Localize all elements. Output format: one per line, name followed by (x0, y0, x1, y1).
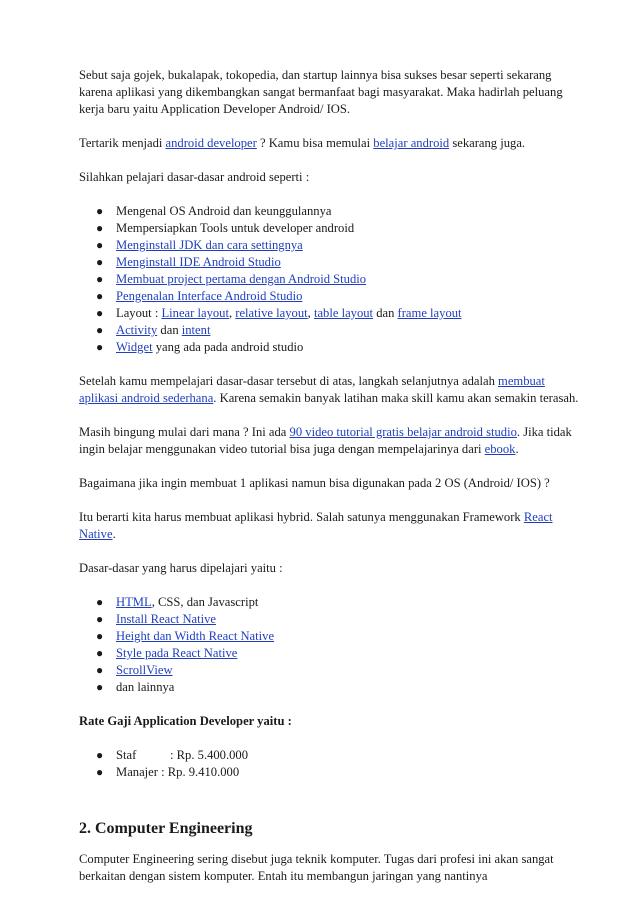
list-item (79, 254, 579, 271)
list-item (79, 747, 579, 764)
link-ebook[interactable]: ebook (484, 442, 516, 456)
text: Itu berarti kita harus membuat aplikasi hybrid. Salah satunya menggunakan Framework (79, 510, 524, 524)
link-interface[interactable]: Pengenalan Interface Android Studio (116, 289, 303, 303)
list-item (79, 611, 579, 628)
bullet-icon: ● (96, 765, 104, 779)
list-item (79, 764, 579, 781)
bullet-icon: ● (96, 204, 104, 218)
text: dan (373, 306, 398, 320)
salary-list (79, 747, 579, 781)
link-android-developer[interactable]: android developer (165, 136, 257, 150)
bullet-icon: ● (96, 255, 104, 269)
list-item (79, 339, 579, 356)
text: . Karena semakin banyak latihan maka skill kamu akan semakin terasah. (213, 391, 579, 405)
text: , (307, 306, 314, 320)
text: , (228, 306, 236, 320)
document-content (79, 67, 579, 902)
link-height-width[interactable]: Height dan Width React Native (116, 629, 275, 643)
list-item (79, 305, 579, 322)
list-item (79, 288, 579, 305)
list-item (79, 628, 579, 645)
list-item (79, 322, 579, 339)
bullet-icon: ● (96, 238, 104, 252)
link-belajar-android[interactable]: belajar android (373, 136, 450, 150)
bullet-icon: ● (96, 612, 104, 626)
link-install-jdk[interactable]: Menginstall JDK dan cara settingnya (116, 238, 303, 252)
link-frame-layout[interactable]: frame layout (397, 306, 462, 320)
bullet-icon: ● (96, 289, 104, 303)
list-item (79, 220, 579, 237)
list-item (79, 237, 579, 254)
section-heading: 2. Computer Engineering (79, 820, 253, 837)
bullet-icon: ● (96, 629, 104, 643)
link-intent[interactable]: intent (181, 323, 211, 337)
text: dan (157, 323, 182, 337)
link-style[interactable]: Style pada React Native (116, 646, 238, 660)
text: Setelah kamu mempelajari dasar-dasar tersebut di atas, langkah selanjutnya adalah (79, 374, 499, 388)
salary-value: : Rp. 5.400.000 (170, 748, 249, 762)
list-item-text: Mengenal OS Android dan keunggulannya (116, 204, 332, 218)
paragraph-intro: Sebut saja gojek, bukalapak, tokopedia, dan startup lainnya bisa sukses besar seperti sekarang karena aplikasi yang dikembangkan sangat bermanfaat bagi masyarakat. Maka hadirlah peluang kerja baru yaitu Application Developer Android/ IOS. (79, 68, 563, 116)
list-item (79, 645, 579, 662)
link-install-react-native[interactable]: Install React Native (116, 612, 217, 626)
bullet-icon: ● (96, 306, 104, 320)
text: Layout : (116, 306, 162, 320)
bullet-icon: ● (96, 221, 104, 235)
text: . Jika tidak ingin belajar menggunakan video tutorial bisa juga dengan mempelajarinya dari (79, 425, 572, 456)
link-relative-layout[interactable]: relative layout (235, 306, 308, 320)
salary-label: Staf (116, 748, 137, 762)
link-widget[interactable]: Widget (116, 340, 153, 354)
link-activity[interactable]: Activity (116, 323, 158, 337)
salary-value: : Rp. 9.410.000 (157, 765, 240, 779)
salary-label: Manajer (116, 765, 158, 779)
paragraph-two-os: Bagaimana jika ingin membuat 1 aplikasi namun bisa digunakan pada 2 OS (Android/ IOS) ? (79, 476, 550, 490)
text: ? Kamu bisa memulai (256, 136, 374, 150)
list-item-text: Mempersiapkan Tools untuk developer android (116, 221, 355, 235)
link-simple-app[interactable]: membuat aplikasi android sederhana (79, 374, 545, 405)
paragraph-computer-engineering: Computer Engineering sering disebut juga teknik komputer. Tugas dari profesi ini akan sangat berkaitan dengan sistem komputer. Entah itu membangun jaringan yang nantinya (79, 852, 554, 883)
link-install-ide[interactable]: Menginstall IDE Android Studio (116, 255, 281, 269)
bullet-icon: ● (96, 323, 104, 337)
bullet-icon: ● (96, 272, 104, 286)
link-linear-layout[interactable]: Linear layout (161, 306, 229, 320)
list-item-text: dan lainnya (116, 680, 175, 694)
paragraph-hybrid (79, 509, 579, 543)
react-native-list (79, 594, 579, 696)
text: , CSS, dan Javascript (151, 595, 259, 609)
list-item (79, 662, 579, 679)
bullet-icon: ● (96, 340, 104, 354)
list-item (79, 271, 579, 288)
salary-heading: Rate Gaji Application Developer yaitu : (79, 714, 292, 728)
list-item (79, 203, 579, 220)
text: Masih bingung mulai dari mana ? Ini ada (79, 425, 290, 439)
link-react-native[interactable]: React Native (79, 510, 553, 541)
text: . (515, 442, 519, 456)
text: sekarang juga. (449, 136, 526, 150)
list-item (79, 594, 579, 611)
bullet-icon: ● (96, 646, 104, 660)
text: . (112, 527, 116, 541)
link-table-layout[interactable]: table layout (313, 306, 374, 320)
android-basics-list (79, 203, 579, 356)
text: Tertarik menjadi (79, 136, 166, 150)
paragraph-video-tutorial (79, 424, 579, 458)
bullet-icon: ● (96, 663, 104, 677)
paragraph-basics-required: Dasar-dasar yang harus dipelajari yaitu : (79, 561, 283, 575)
text: yang ada pada android studio (152, 340, 304, 354)
paragraph-interest (79, 135, 579, 152)
bullet-icon: ● (96, 595, 104, 609)
link-first-project[interactable]: Membuat project pertama dengan Android Studio (116, 272, 367, 286)
bullet-icon: ● (96, 748, 104, 762)
paragraph-next-step (79, 373, 579, 407)
link-html[interactable]: HTML (116, 595, 152, 609)
bullet-icon: ● (96, 680, 104, 694)
link-scrollview[interactable]: ScrollView (116, 663, 173, 677)
list-item (79, 679, 579, 696)
paragraph-learn-basics: Silahkan pelajari dasar-dasar android seperti : (79, 170, 310, 184)
link-video-tutorial[interactable]: 90 video tutorial gratis belajar android studio (289, 425, 517, 439)
